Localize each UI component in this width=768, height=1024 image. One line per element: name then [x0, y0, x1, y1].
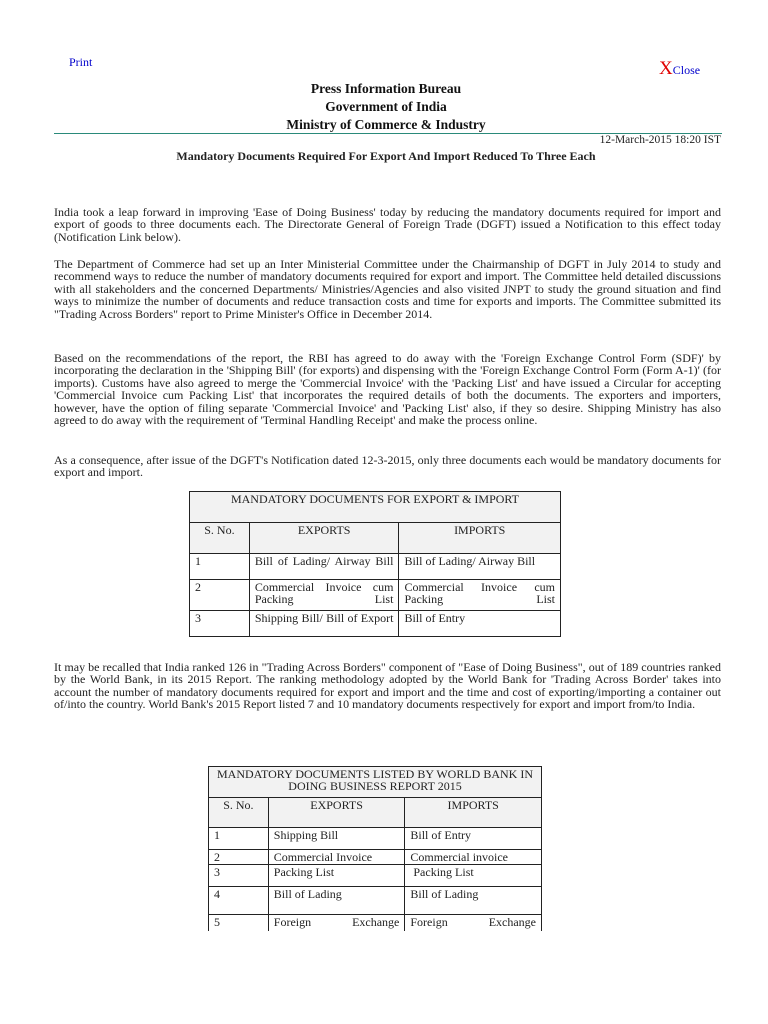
exports-cell: Shipping Bill/ Bill of Export: [249, 611, 399, 637]
release-headline: Mandatory Documents Required For Export And Import Reduced To Three Each: [176, 149, 596, 163]
sno-cell: 5: [209, 915, 269, 941]
imports-cell: Commercial Invoice cum Packing List: [399, 580, 561, 611]
imports-cell: Commercial invoice: [405, 850, 542, 865]
paragraph-2: The Department of Commerce had set up an Inter Ministerial Committee under the Chairmanship of DGFT in July 2014 to study and recommend ways to reduce the number of mandatory documents required for export and import. The Committee held detailed discussions with all stakeholders and the concerned Departments/ Ministries/Agencies and also visited JNPT to study the ground situation and find ways to minimize the number of documents and reduce transaction costs and time for exports and imports. The Committee submitted its "Trading Across Borders" report to Prime Minister's Office in December 2014.: [54, 257, 721, 321]
paragraph-1: India took a leap forward in improving 'Ease of Doing Business' today by reducing the mandatory documents required for import and export of goods to three documents each. The Directorate General of Foreign Trade (DGFT) issued a Notification to this effect today (Notification Link below).: [54, 205, 721, 244]
imports-cell: Bill of Lading: [405, 887, 542, 915]
column-header-exports: EXPORTS: [268, 798, 405, 828]
exports-cell: Bill of Lading/ Airway Bill: [249, 554, 399, 580]
paragraph-3: Based on the recommendations of the report, the RBI has agreed to do away with the 'Foreign Exchange Control Form (SDF)' by incorporating the declaration in the 'Shipping Bill' (for exports) and dispensing with the 'Foreign Exchange Control Form (Form A-1)' (for imports). Customs have also agreed to merge the 'Commercial Invoice' with the 'Packing List' and have issued a Circular for accepting 'Commercial Invoice cum Packing List' that incorporates the required details of both the documents. The exporters and importers, however, have the option of filing separate 'Commercial Invoice' and 'Packing List' also, if they so desire. Shipping Ministry has also agreed to do away with the requirement of 'Terminal Handling Receipt' and make the process online.: [54, 351, 721, 428]
table-title: MANDATORY DOCUMENTS LISTED BY WORLD BANK IN DOING BUSINESS REPORT 2015: [209, 767, 542, 798]
table-row: [209, 828, 542, 850]
imports-cell: Packing List: [405, 865, 542, 887]
column-header-imports: IMPORTS: [399, 523, 561, 554]
exports-cell: Foreign Exchange: [268, 915, 405, 941]
bureau-title: Press Information Bureau: [310, 81, 462, 96]
table-row: [190, 554, 561, 580]
sno-cell: 3: [209, 865, 269, 887]
table-title: MANDATORY DOCUMENTS FOR EXPORT & IMPORT: [190, 492, 561, 523]
page-cutoff: [0, 931, 768, 1024]
column-header-imports: IMPORTS: [405, 798, 542, 828]
world-bank-documents-table: [208, 766, 542, 941]
government-title: Government of India: [325, 99, 447, 114]
imports-cell: Bill of Lading/ Airway Bill: [399, 554, 561, 580]
column-header-sno: S. No.: [190, 523, 250, 554]
sno-cell: 4: [209, 887, 269, 915]
table-row: [209, 850, 542, 865]
exports-cell: Bill of Lading: [268, 887, 405, 915]
imports-cell: Foreign Exchange: [405, 915, 542, 941]
table-row: [209, 887, 542, 915]
sno-cell: 3: [190, 611, 250, 637]
sno-cell: 1: [190, 554, 250, 580]
table-row: [190, 580, 561, 611]
imports-cell: Bill of Entry: [399, 611, 561, 637]
exports-cell: Commercial Invoice cum Packing List: [249, 580, 399, 611]
table-row: [190, 611, 561, 637]
sno-cell: 2: [209, 850, 269, 865]
table-row: [209, 865, 542, 887]
close-icon[interactable]: X: [659, 58, 673, 79]
ministry-title: Ministry of Commerce & Industry: [286, 117, 486, 132]
exports-cell: Packing List: [268, 865, 405, 887]
sno-cell: 1: [209, 828, 269, 850]
close-label[interactable]: Close: [672, 63, 701, 77]
exports-cell: Commercial Invoice: [268, 850, 405, 865]
exports-cell: Shipping Bill: [268, 828, 405, 850]
column-header-sno: S. No.: [209, 798, 269, 828]
release-dateline: 12-March-2015 18:20 IST: [599, 134, 721, 146]
paragraph-5: It may be recalled that India ranked 126 in "Trading Across Borders" component of "Ease of Doing Business", out of 189 countries ranked by the World Bank, in its 2015 Report. The ranking methodology adopted by the World Bank for 'Trading Across Border' takes into account the number of mandatory documents required for export and import and the time and cost of exporting/importing a container out of/into the country. World Bank's 2015 Report listed 7 and 10 mandatory documents respectively for export and import from/to India.: [54, 660, 721, 712]
column-header-exports: EXPORTS: [249, 523, 399, 554]
sno-cell: 2: [190, 580, 250, 611]
imports-cell: Bill of Entry: [405, 828, 542, 850]
close-link[interactable]: [659, 58, 700, 80]
paragraph-4: As a consequence, after issue of the DGFT's Notification dated 12-3-2015, only three documents each would be mandatory documents for export and import.: [54, 453, 721, 480]
print-link[interactable]: Print: [69, 55, 93, 69]
mandatory-documents-table: [189, 491, 561, 637]
